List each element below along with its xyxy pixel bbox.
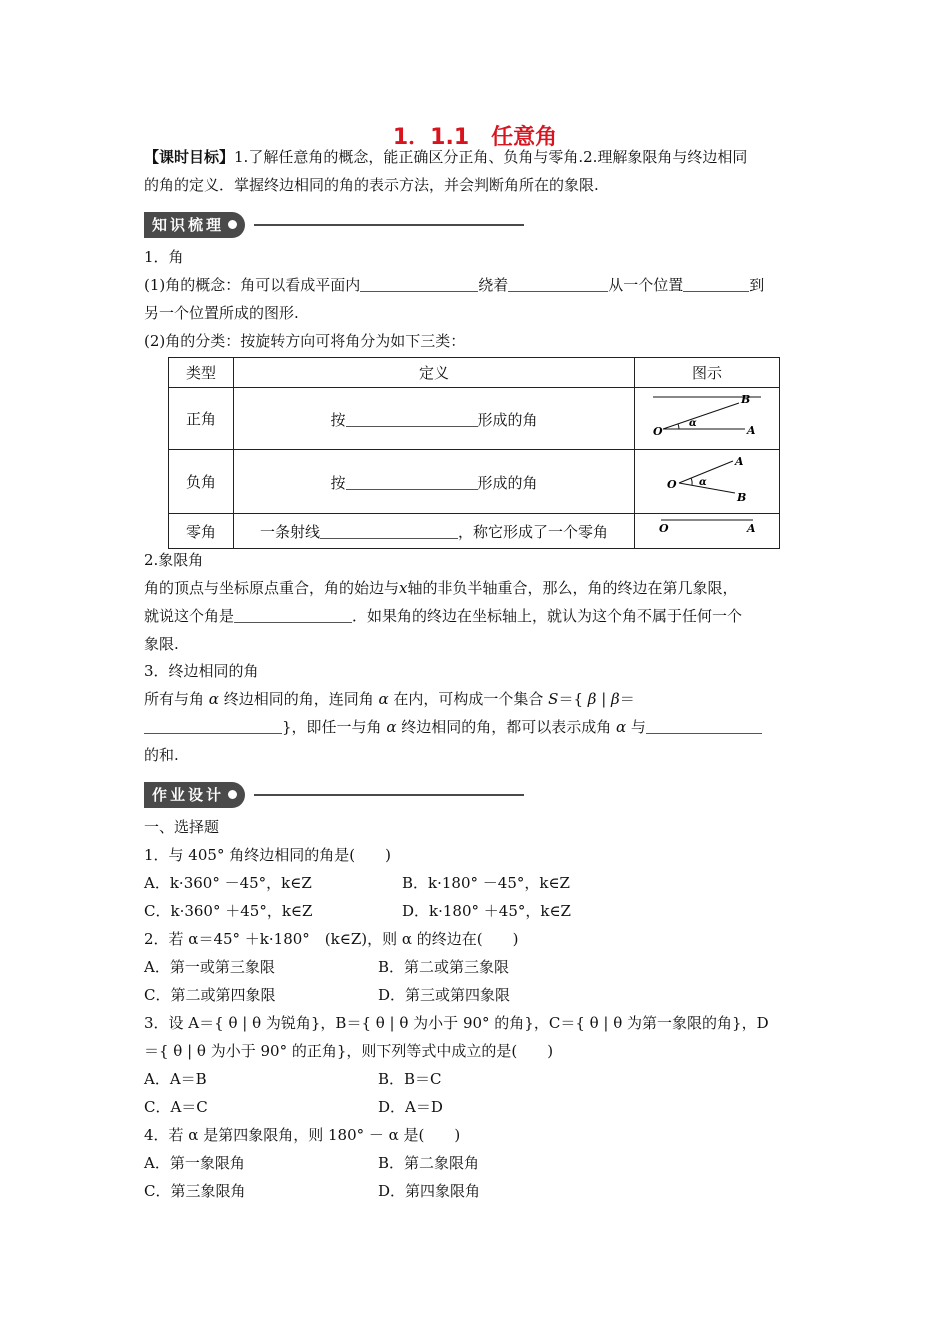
label-A: A: [735, 454, 744, 468]
fill-blank[interactable]: [683, 273, 749, 292]
label-O: O: [667, 477, 677, 491]
angle-concept-cont: 另一个位置所成的图形.: [144, 304, 299, 322]
banner-tab: 作业设计: [144, 782, 245, 808]
zero-angle-figure: [635, 514, 779, 544]
objective-line-2: 的角的定义．掌握终边相同的角的表示方法，并会判断角所在的象限.: [144, 176, 599, 194]
q1-option-d[interactable]: D．k·180° ＋45°，k∈Z: [402, 902, 571, 920]
bullet-icon: [228, 220, 237, 229]
quadrant-text-1: 角的顶点与坐标原点重合，角的始边与x轴的非负半轴重合，那么，角的终边在第几象限，: [144, 579, 738, 597]
q3-option-d[interactable]: D．A＝D: [378, 1098, 443, 1116]
question-3-line-1: 3．设 A＝{ θ | θ 为锐角}，B＝{ θ | θ 为小于 90° 的角}，C＝{ θ | θ 为第一象限的角}，D: [144, 1014, 769, 1032]
section-banner-homework: [144, 782, 524, 808]
q2-option-a[interactable]: A．第一或第三象限: [144, 958, 275, 976]
label-B: B: [741, 392, 751, 406]
coterminal-text-1: 所有与角 α 终边相同的角，连同角 α 在内，可构成一个集合 S＝{ β | β＝: [144, 690, 635, 708]
quadrant-text-2: 就说这个角是 ．如果角的终边在坐标轴上，就认为这个角不属于任何一个: [144, 602, 806, 630]
page-title: 1．1.1 任意角: [392, 125, 558, 150]
label-alpha: α: [689, 417, 697, 429]
figure-cell: [635, 514, 780, 549]
fill-blank[interactable]: [346, 471, 478, 490]
fill-blank[interactable]: [234, 604, 352, 623]
banner-rule: [254, 224, 524, 226]
q1-option-b[interactable]: B．k·180° －45°，k∈Z: [402, 874, 570, 892]
banner-tab: 知识梳理: [144, 212, 245, 238]
angle-arc: [691, 478, 692, 485]
q2-option-c[interactable]: C．第二或第四象限: [144, 986, 276, 1004]
objective-line-1: [144, 143, 806, 171]
quadrant-text-3: 象限.: [144, 635, 179, 653]
def-cell: 按 形成的角: [234, 450, 635, 514]
def-cell: 一条射线 ，称它形成了一个零角: [234, 514, 635, 549]
heading-quadrant-angle: 2.象限角: [144, 551, 204, 569]
q1-option-c[interactable]: C．k·360° ＋45°，k∈Z: [144, 902, 313, 920]
angle-classification: (2)角的分类：按旋转方向可将角分为如下三类：: [144, 332, 466, 350]
q2-option-d[interactable]: D．第三或第四象限: [378, 986, 511, 1004]
question-4: 4．若 α 是第四象限角，则 180° － α 是( ): [144, 1126, 461, 1144]
objective-text-1: 1.了解任意角的概念，能正确区分正角、负角与零角.2.理解象限角与终边相同: [234, 148, 748, 166]
question-3-line-2: ＝{ θ | θ 为小于 90° 的正角}，则下列等式中成立的是( ): [144, 1042, 554, 1060]
banner-rule: [254, 794, 524, 796]
question-1: 1．与 405° 角终边相同的角是( ): [144, 846, 391, 864]
classification-table: [168, 357, 780, 549]
label-alpha: α: [699, 476, 707, 488]
question-2: 2．若 α＝45° ＋k·180° (k∈Z)，则 α 的终边在( ): [144, 930, 519, 948]
ray-OB: [663, 403, 739, 429]
negative-angle-figure: [635, 451, 779, 509]
positive-angle-figure: [635, 389, 779, 445]
choice-section-heading: 一、选择题: [144, 818, 220, 836]
table-header: 图示: [635, 358, 780, 388]
table-row: [169, 514, 780, 549]
q3-option-a[interactable]: A．A＝B: [144, 1070, 207, 1088]
heading-angle: 1．角: [144, 248, 184, 266]
q4-option-c[interactable]: C．第三象限角: [144, 1182, 246, 1200]
fill-blank[interactable]: [360, 273, 478, 292]
type-cell: 零角: [169, 514, 234, 549]
table-header: 类型: [169, 358, 234, 388]
q3-option-b[interactable]: B．B＝C: [378, 1070, 442, 1088]
coterminal-text-3: 的和.: [144, 746, 179, 764]
figure-cell: [635, 388, 780, 450]
bullet-icon: [228, 790, 237, 799]
type-cell: 负角: [169, 450, 234, 514]
q4-option-a[interactable]: A．第一象限角: [144, 1154, 245, 1172]
label-O: O: [659, 522, 669, 535]
q3-option-c[interactable]: C．A＝C: [144, 1098, 208, 1116]
q4-option-d[interactable]: D．第四象限角: [378, 1182, 481, 1200]
fill-blank[interactable]: [144, 715, 282, 734]
fill-blank[interactable]: [646, 715, 762, 734]
heading-coterminal: 3．终边相同的角: [144, 662, 259, 680]
label-O: O: [653, 424, 663, 438]
fill-blank[interactable]: [346, 408, 478, 427]
section-banner-knowledge: [144, 212, 524, 238]
q1-option-a[interactable]: A．k·360° －45°，k∈Z: [144, 874, 312, 892]
angle-concept: (1)角的概念：角可以看成平面内 绕着 从一个位置 到: [144, 271, 806, 299]
table-header: 定义: [234, 358, 635, 388]
label-B: B: [737, 490, 747, 504]
label-A: A: [747, 423, 756, 437]
table-row: [169, 388, 780, 450]
label-A: A: [747, 522, 756, 535]
fill-blank[interactable]: [508, 273, 608, 292]
q2-option-b[interactable]: B．第二或第三象限: [378, 958, 510, 976]
def-cell: 按 形成的角: [234, 388, 635, 450]
angle-arc: [678, 424, 679, 429]
type-cell: 正角: [169, 388, 234, 450]
table-row: [169, 450, 780, 514]
fill-blank[interactable]: [320, 520, 458, 539]
figure-cell: [635, 450, 780, 514]
objective-tag: 【课时目标】: [144, 148, 235, 166]
coterminal-text-2: }，即任一与角 α 终边相同的角，都可以表示成角 α 与: [144, 713, 806, 741]
ray-OB: [679, 483, 735, 493]
q4-option-b[interactable]: B．第二象限角: [378, 1154, 480, 1172]
